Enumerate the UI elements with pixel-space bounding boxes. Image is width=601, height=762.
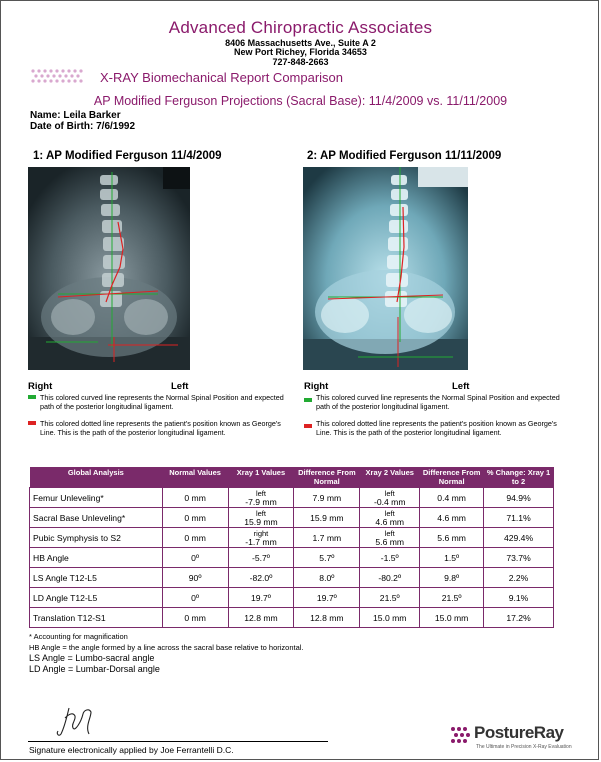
normal-value: 90º: [162, 568, 228, 588]
signature-scribble-icon: [55, 704, 100, 738]
xray-2-image: [303, 167, 468, 370]
table-row: [30, 488, 554, 508]
row-label: Pubic Symphysis to S2: [30, 528, 163, 548]
xray1-value: [228, 488, 294, 508]
xray2-value: -80.2º: [360, 568, 420, 588]
patient-name: [30, 110, 121, 121]
diff-normal-1: 15.9 mm: [294, 508, 360, 528]
diff-normal-1: 12.8 mm: [294, 608, 360, 628]
logo-dots-icon: [450, 726, 472, 744]
patient-dob-value: 7/6/1992: [96, 121, 136, 132]
note-magnification: * Accounting for magnification: [29, 632, 128, 641]
report-title: X-RAY Biomechanical Report Comparison: [100, 70, 344, 85]
table-row: [30, 528, 554, 548]
xray1-value: 12.8 mm: [228, 608, 294, 628]
xray2-value-value: 4.6 mm: [375, 516, 405, 527]
patient-name-value: Leila Barker: [63, 110, 121, 121]
diff-normal-2: 0.4 mm: [420, 488, 484, 508]
notes: [29, 631, 304, 675]
col-header-normal-values: Normal Values: [162, 467, 228, 488]
note-ls-angle: LS Angle = Lumbo-sacral angle: [29, 653, 155, 663]
diff-normal-1: 8.0º: [294, 568, 360, 588]
diff-normal-2: 9.8º: [420, 568, 484, 588]
pct-change: 17.2%: [484, 608, 554, 628]
normal-value: 0 mm: [162, 488, 228, 508]
decorative-dots-icon: [30, 68, 88, 84]
xray2-value: 21.5º: [360, 588, 420, 608]
diff-normal-2: 4.6 mm: [420, 508, 484, 528]
xray-1-title: 1: AP Modified Ferguson 11/4/2009: [33, 150, 222, 162]
table-row: [30, 568, 554, 588]
diff-normal-1: 1.7 mm: [294, 528, 360, 548]
address-line-1: 8406 Massachusetts Ave., Suite A 2: [225, 38, 376, 48]
table-row: [30, 508, 554, 528]
col-header-xray1-values: Xray 1 Values: [228, 467, 294, 488]
phone-number: 727-848-2663: [272, 57, 329, 67]
signature-text: Signature electronically applied by Joe Ferrantelli D.C.: [29, 745, 234, 755]
xray-2-left-label: Left: [452, 381, 470, 392]
xray1-value: 19.7º: [228, 588, 294, 608]
table-row: [30, 608, 554, 628]
xray2-value: 15.0 mm: [360, 608, 420, 628]
legend-2-green-swatch: [304, 398, 312, 402]
normal-value: 0 mm: [162, 608, 228, 628]
xray2-value-direction: left: [384, 488, 395, 498]
pct-change: 73.7%: [484, 548, 554, 568]
xray-2-right-label: Right: [304, 381, 329, 392]
normal-value: 0º: [162, 588, 228, 608]
xray1-value: [228, 508, 294, 528]
diff-normal-1: 7.9 mm: [294, 488, 360, 508]
diff-normal-1: 5.7º: [294, 548, 360, 568]
normal-value: 0 mm: [162, 508, 228, 528]
xray2-value: [360, 508, 420, 528]
normal-value: 0º: [162, 548, 228, 568]
legend-2-red-swatch: [304, 424, 312, 428]
xray1-value: [228, 528, 294, 548]
col-header-global-analysis: Global Analysis: [30, 467, 163, 488]
patient-dob-label: Date of Birth:: [30, 121, 94, 132]
col-header-pct-change: % Change: Xray 1 to 2: [484, 467, 554, 488]
xray2-value: [360, 488, 420, 508]
patient-name-label: Name:: [30, 110, 61, 121]
xray2-value: [360, 528, 420, 548]
logo-tagline: The Ultimate in Precision X-Ray Evaluation: [476, 744, 572, 750]
xray1-value: -82.0º: [228, 568, 294, 588]
address-line-2: New Port Richey, Florida 34653: [234, 47, 367, 57]
row-label: LD Angle T12-L5: [30, 588, 163, 608]
xray2-value-value: 5.6 mm: [375, 536, 405, 547]
col-header-diff-normal-1: Difference From Normal: [294, 467, 360, 488]
xray1-value-value: -1.7 mm: [245, 536, 277, 547]
table-row: [30, 588, 554, 608]
xray-2-title: 2: AP Modified Ferguson 11/11/2009: [307, 150, 502, 162]
xray-2-graphic: [303, 167, 468, 370]
xray-2-legend-red: This colored dotted line represents the patient's position known as George's Line. This is the path of the posterior longitudinal ligament.: [316, 419, 557, 437]
xray-1-legend-red: This colored dotted line represents the patient's position known as George's Line. This is the path of the posterior longitudinal ligament.: [40, 419, 281, 437]
xray-2-legend-green: This colored curved line represents the Normal Spinal Position and expected path of the posterior longitudinal ligament.: [316, 393, 560, 411]
diff-normal-1: 19.7º: [294, 588, 360, 608]
row-label: LS Angle T12-L5: [30, 568, 163, 588]
xray-1-graphic: [28, 167, 190, 370]
note-ld-angle: LD Angle = Lumbar-Dorsal angle: [29, 664, 160, 674]
diff-normal-2: 21.5º: [420, 588, 484, 608]
note-hb-angle: HB Angle = the angle formed by a line across the sacral base relative to horizontal.: [29, 643, 304, 652]
col-header-xray2-values: Xray 2 Values: [360, 467, 420, 488]
xray1-value-value: 15.9 mm: [244, 516, 278, 527]
xray2-value: -1.5º: [360, 548, 420, 568]
normal-value: 0 mm: [162, 528, 228, 548]
postureray-logo: [450, 723, 585, 753]
patient-dob: [30, 121, 135, 132]
legend-1-red-swatch: [28, 421, 36, 425]
xray1-value-direction: left: [255, 508, 266, 518]
xray1-value-value: -7.9 mm: [245, 496, 277, 507]
pct-change: 71.1%: [484, 508, 554, 528]
pct-change: 9.1%: [484, 588, 554, 608]
xray1-value-direction: left: [255, 488, 266, 498]
pct-change: 94.9%: [484, 488, 554, 508]
xray-1-legend-green: This colored curved line represents the Normal Spinal Position and expected path of the posterior longitudinal ligament.: [40, 393, 284, 411]
row-label: HB Angle: [30, 548, 163, 568]
pct-change: 429.4%: [484, 528, 554, 548]
table-header-row: [30, 467, 554, 488]
global-analysis-table: [29, 467, 554, 628]
xray1-value-direction: right: [253, 528, 269, 538]
xray2-value-direction: left: [384, 528, 395, 538]
xray2-value-direction: left: [384, 508, 395, 518]
logo-name: PostureRay: [474, 723, 564, 742]
xray2-value-value: -0.4 mm: [373, 496, 406, 507]
legend-1-green-swatch: [28, 395, 36, 399]
diff-normal-2: 5.6 mm: [420, 528, 484, 548]
row-label: Femur Unleveling*: [30, 488, 163, 508]
xray1-value: -5.7º: [228, 548, 294, 568]
row-label: Translation T12-S1: [30, 608, 163, 628]
clinic-name: Advanced Chiropractic Associates: [168, 18, 433, 37]
signature-line: [28, 741, 328, 742]
pct-change: 2.2%: [484, 568, 554, 588]
projection-title: AP Modified Ferguson Projections (Sacral Base): 11/4/2009 vs. 11/11/2009: [93, 94, 508, 108]
diff-normal-2: 1.5º: [420, 548, 484, 568]
xray-1-right-label: Right: [28, 381, 53, 392]
xray-1-left-label: Left: [171, 381, 189, 392]
row-label: Sacral Base Unleveling*: [30, 508, 163, 528]
table-row: [30, 548, 554, 568]
xray-1-image: [28, 167, 190, 370]
col-header-diff-normal-2: Difference From Normal: [420, 467, 484, 488]
diff-normal-2: 15.0 mm: [420, 608, 484, 628]
